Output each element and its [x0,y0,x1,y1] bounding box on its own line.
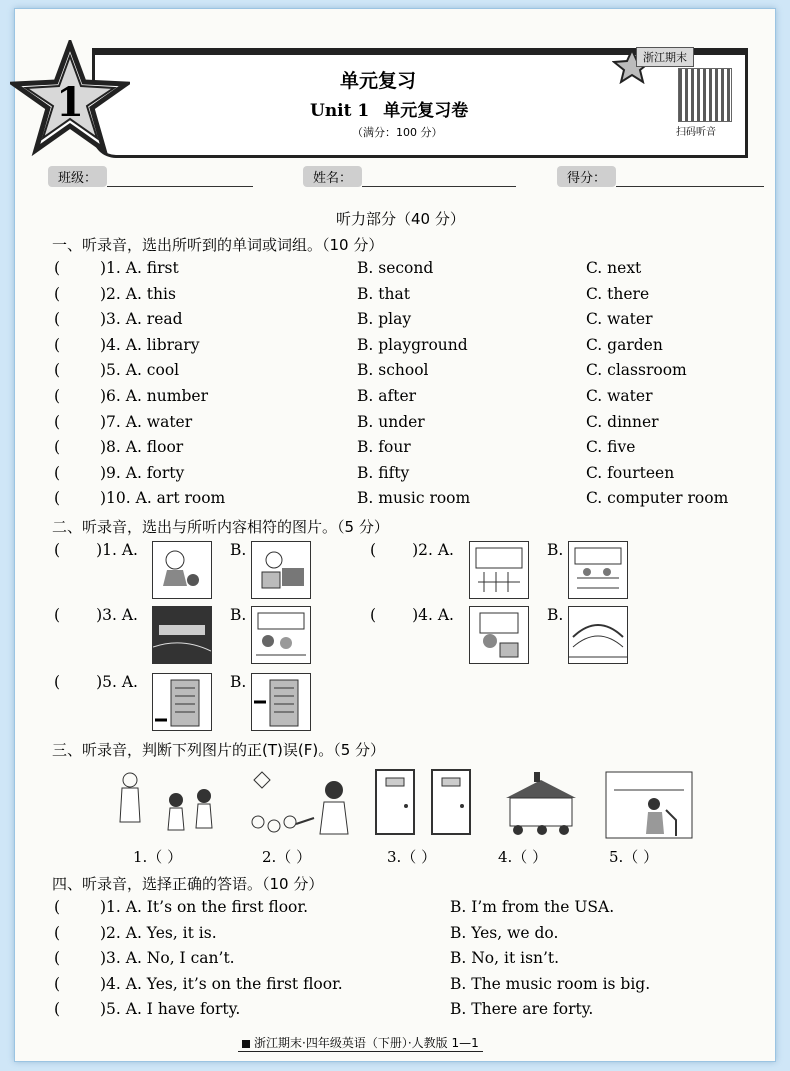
s2-3b-label: B. [230,606,247,624]
name-field[interactable]: 姓名： [303,166,516,186]
option-c: C. water [586,387,653,405]
s4-question-row [54,923,559,946]
s3-picture-3a[interactable] [374,768,416,836]
s1-question-row [54,387,653,409]
option-a: )3. A. read [100,310,183,329]
answer-paren[interactable]: ( [54,463,61,482]
s4-question-row [54,898,615,920]
option-a: )5. A. I have forty. [100,1000,241,1018]
section-2-title: 二、听录音，选出与所听内容相符的图片。（5 分） [52,518,389,536]
s2-2b-label: B. [547,541,564,559]
option-b: B. after [357,387,417,405]
option-b: B. play [357,310,412,329]
s2-3a-picture[interactable] [152,606,212,664]
qr-code-icon[interactable] [678,68,732,122]
s2-item-5: ( )5. A. [54,673,138,691]
option-a: )4. A. Yes, it’s on the first floor. [100,974,343,993]
answer-paren[interactable]: ( [54,438,61,457]
s3-label-2: 2.（ ） [262,848,312,866]
option-b: B. that [357,284,410,303]
option-b: B. four [357,438,411,457]
s2-4b-label: B. [547,606,564,624]
s2-5b-picture[interactable] [251,673,311,731]
score-note: （满分：100 分） [352,126,443,139]
star-badge-icon [10,40,130,160]
s2-3b-picture[interactable] [251,606,311,664]
option-a: )2. A. Yes, it is. [100,923,217,942]
s3-picture-3b[interactable] [430,768,472,836]
page-subtitle: Unit 1 单元复习卷 [310,101,469,121]
listening-heading: 听力部分（40 分） [336,210,465,228]
s2-item-2: ( )2. A. [370,541,454,559]
s1-question-row [54,463,675,486]
option-b: B. Yes, we do. [450,923,559,942]
option-b: B. I’m from the USA. [450,898,615,916]
option-a: )1. A. It’s on the first floor. [100,898,309,916]
s4-question-row [54,1000,594,1022]
s2-5a-picture[interactable] [152,673,212,731]
s2-4a-picture[interactable] [469,606,529,664]
option-b: B. There are forty. [450,1000,594,1018]
s3-label-4: 4.（ ） [498,848,548,866]
page-title: 单元复习 [340,70,417,92]
s1-question-row [54,361,687,383]
option-c: C. dinner [586,412,659,431]
answer-paren[interactable]: ( [54,1000,61,1018]
option-b: B. under [357,412,425,431]
class-field[interactable]: 班级： [48,166,253,186]
score-field[interactable]: 得分： [557,166,764,186]
s1-question-row [54,489,729,511]
answer-paren[interactable]: ( [54,310,61,329]
s1-question-row [54,310,653,332]
option-a: )7. A. water [100,412,193,431]
option-c: C. computer room [586,489,729,508]
s2-1b-label: B. [230,541,247,559]
answer-paren[interactable]: ( [54,974,61,993]
s2-2b-picture[interactable] [568,541,628,599]
s3-label-1: 1.（ ） [133,848,183,866]
page-footer: 浙江期末·四年级英语（下册）·人教版 1—1 [238,1034,483,1052]
region-tag: 浙江期末 [636,47,694,67]
s1-question-row [54,259,642,281]
answer-paren[interactable]: ( [54,489,61,508]
s2-item-1: ( )1. A. [54,541,138,559]
option-b: B. The music room is big. [450,974,651,993]
s2-1b-picture[interactable] [251,541,311,599]
option-a: )9. A. forty [100,463,185,482]
s3-picture-4[interactable] [492,768,590,840]
option-b: B. school [357,361,429,380]
option-c: C. five [586,438,636,457]
option-b: B. fifty [357,463,410,482]
s3-picture-5[interactable] [604,770,694,840]
s1-question-row [54,284,650,307]
answer-paren[interactable]: ( [54,923,61,942]
s3-label-3: 3.（ ） [387,848,437,866]
s2-1a-picture[interactable] [152,541,212,599]
answer-paren[interactable]: ( [54,259,61,277]
s2-5b-label: B. [230,673,247,691]
option-a: )6. A. number [100,387,208,405]
s2-2a-picture[interactable] [469,541,529,599]
option-a: )10. A. art room [100,489,226,508]
badge-number: 1 [56,79,84,126]
section-3-title: 三、听录音，判断下列图片的正(T)误(F)。（5 分） [52,741,386,759]
answer-paren[interactable]: ( [54,898,61,916]
s2-item-3: ( )3. A. [54,606,138,624]
option-a: )3. A. No, I can’t. [100,949,235,967]
option-c: C. garden [586,335,663,354]
s1-question-row [54,438,636,460]
answer-paren[interactable]: ( [54,949,61,967]
option-c: C. fourteen [586,463,675,482]
option-a: )1. A. first [100,259,179,277]
option-c: C. classroom [586,361,687,380]
option-c: C. there [586,284,650,303]
option-a: )2. A. this [100,284,176,303]
option-c: C. next [586,259,642,277]
option-b: B. music room [357,489,471,508]
s1-question-row [54,335,663,358]
section-1-title: 一、听录音，选出所听到的单词或词组。（10 分） [52,236,384,254]
answer-paren[interactable]: ( [54,335,61,354]
s1-question-row [54,412,659,435]
option-b: B. No, it isn’t. [450,949,560,967]
s2-4b-picture[interactable] [568,606,628,664]
option-b: B. second [357,259,434,277]
answer-paren[interactable]: ( [54,284,61,303]
answer-paren[interactable]: ( [54,361,61,380]
option-a: )8. A. floor [100,438,184,457]
option-a: )5. A. cool [100,361,180,380]
s2-item-4: ( )4. A. [370,606,454,624]
qr-label: 扫码听音 [676,127,716,138]
answer-paren[interactable]: ( [54,412,61,431]
s3-picture-2[interactable] [244,762,356,842]
option-b: B. playground [357,335,468,354]
option-c: C. water [586,310,653,329]
s3-label-5: 5.（ ） [609,848,659,866]
option-a: )4. A. library [100,335,200,354]
s4-question-row [54,974,651,997]
s4-question-row [54,949,560,971]
s3-picture-1[interactable] [116,770,226,842]
answer-paren[interactable]: ( [54,387,61,405]
section-4-title: 四、听录音，选择正确的答语。（10 分） [52,875,324,893]
